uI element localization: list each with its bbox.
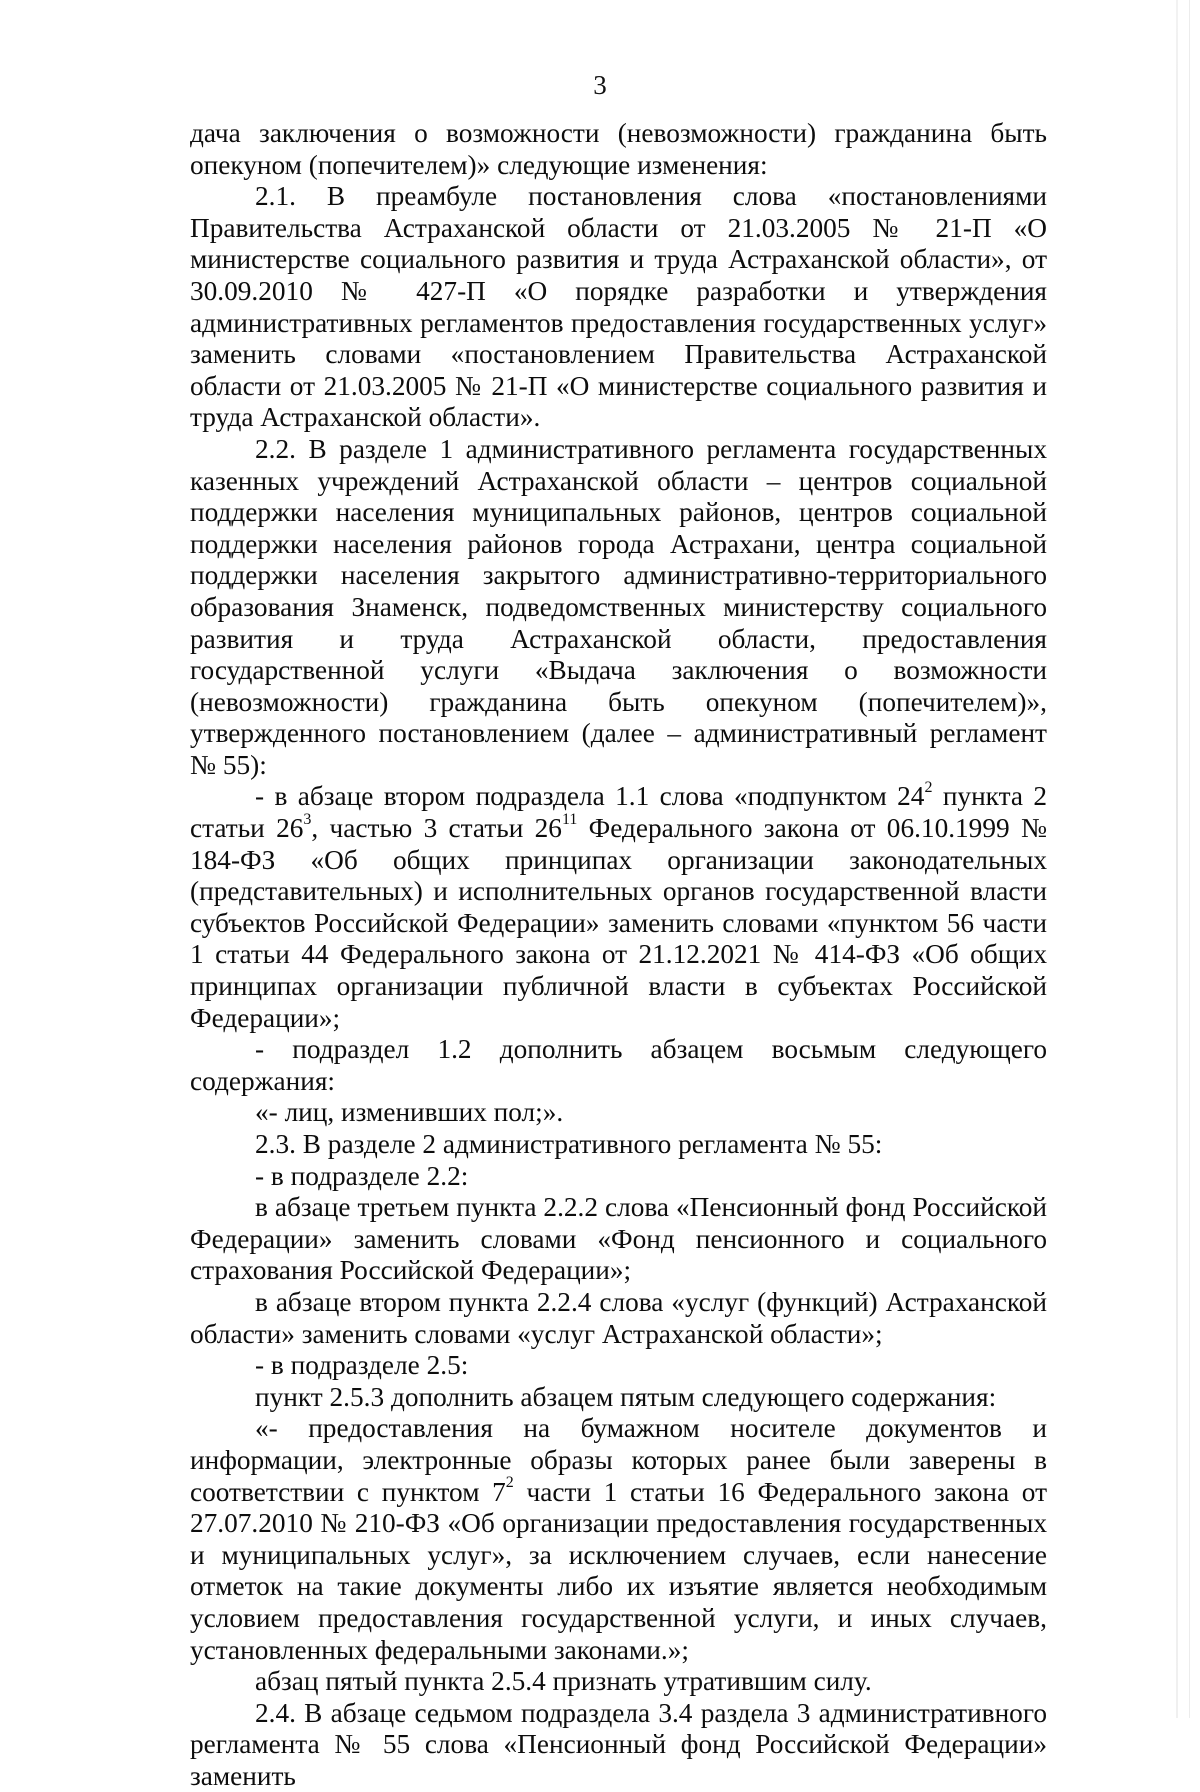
superscript: 3 [303,810,312,828]
text-run: «- предоставления на бумажном носителе документов и информации, электронные образы которых ранее были заверены в соответствии с пунктом 7 [190,1413,1047,1507]
paragraph: абзац пятый пункта 2.5.4 признать утратившим силу. [255,1666,872,1697]
paragraph: в абзаце втором пункта 2.2.4 слова «услуг (функций) Астраханской области» заменить словами «услуг Астраханской области»; [190,1286,1047,1349]
document-body [190,118,1047,1792]
page-number: 3 [593,70,607,100]
paragraph: - в подразделе 2.2: [255,1160,469,1191]
text-run: пункта 2 статьи 26 [190,781,1047,844]
text-run: Федерального закона от 06.10.1999 № 184-ФЗ «Об общих принципах организации законодательных (представительных) и исполнительных органов государственной власти субъектов Российской Федерации» заменить словами «пунктом 56 части 1 статьи 44 Федерального закона от 21.12.2021 № 414-ФЗ «Об общих принципах организации публичной власти в субъектах Российской Федерации»; [190,813,1047,1033]
superscript: 11 [561,810,578,828]
text-run: - в абзаце втором подраздела 1.1 слова «подпунктом 24 [255,781,925,812]
paragraph [190,781,1047,1034]
paragraph: дача заключения о возможности (невозможности) гражданина быть опекуном (попечителем)» следующие изменения: [190,118,1047,180]
superscript: 2 [924,779,933,797]
paragraph: 2.1. В преамбуле постановления слова «постановлениями Правительства Астраханской области от 21.03.2005 № 21-П «О министерстве социального развития и труда Астраханской области», от 30.09.2010 № 427-П «О порядке разработки и утверждения административных регламентов предоставления государственных услуг» заменить словами «постановлением Правительства Астраханской области от 21.03.2005 № 21-П «О министерстве социального развития и труда Астраханской области». [190,181,1047,433]
paragraph: в абзаце третьем пункта 2.2.2 слова «Пенсионный фонд Российской Федерации» заменить словами «Фонд пенсионного и социального страхования Российской Федерации»; [190,1192,1047,1286]
paragraph: «- лиц, изменивших пол;». [255,1097,564,1128]
scan-edge-shadow [1176,0,1178,1718]
paragraph: 2.4. В абзаце седьмом подраздела 3.4 раздела 3 административного регламента № 55 слова «Пенсионный фонд Российской Федерации» заменить [190,1697,1047,1791]
paragraph: - в подразделе 2.5: [255,1350,469,1381]
paragraph [190,1413,1047,1666]
superscript: 2 [505,1474,514,1492]
scan-edge-line [1189,0,1190,1718]
text-run: части 1 статьи 16 Федерального закона от 27.07.2010 № 210-ФЗ «Об организации предоставления государственных и муниципальных услуг», за исключением случаев, если нанесение отметок на такие документы либо их изъятие является необходимым условием предоставления государственной услуги, и иных случаев, установленных федеральными законами.»; [190,1476,1047,1665]
paragraph: 2.2. В разделе 1 административного регламента государственных казенных учреждений Астраханской области – центров социальной поддержки населения муниципальных районов, центров социальной поддержки населения районов города Астрахани, центра социальной поддержки населения закрытого административно-территориального образования Знаменск, подведомственных министерству социального развития и труда Астраханской области, предоставления государственной услуги «Выдача заключения о возможности (невозможности) гражданина быть опекуном (попечителем)», утвержденного постановлением (далее – административный регламент № 55): [190,433,1047,780]
paragraph: 2.3. В разделе 2 административного регламента № 55: [255,1129,883,1159]
text-run: , частью 3 статьи 26 [311,813,562,844]
paragraph: - подраздел 1.2 дополнить абзацем восьмым следующего содержания: [190,1034,1047,1096]
paragraph: пункт 2.5.3 дополнить абзацем пятым следующего содержания: [255,1381,997,1412]
